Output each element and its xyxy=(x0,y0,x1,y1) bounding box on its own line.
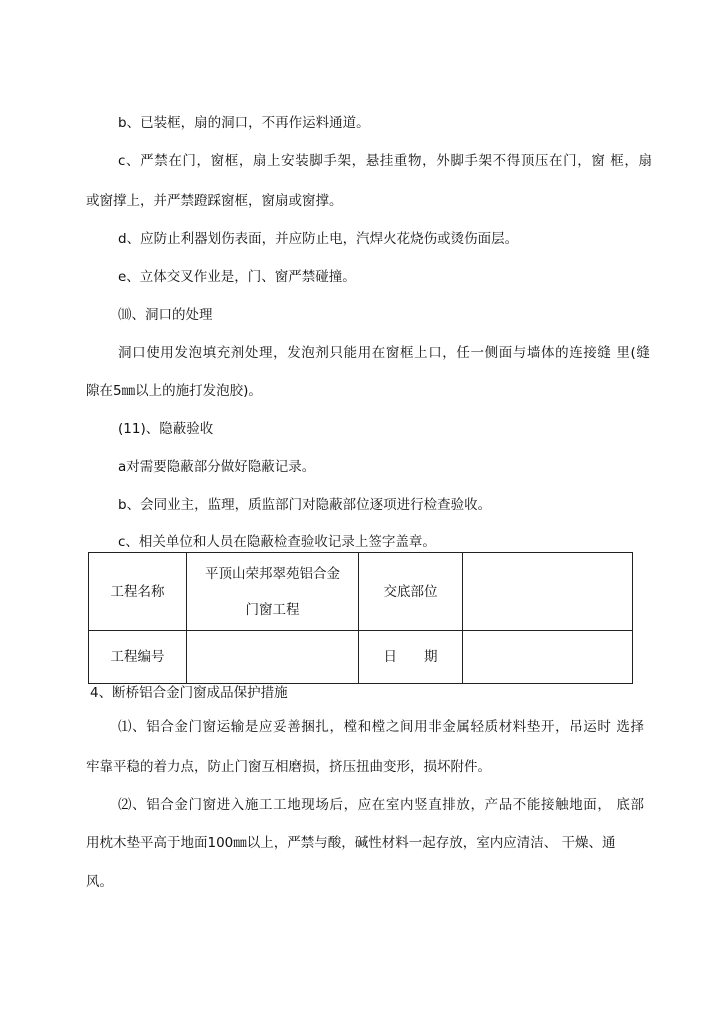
handover-part-value xyxy=(463,553,633,631)
project-name-value-line1: 平顶山荣邦翠苑铝合金 xyxy=(205,565,340,582)
item-c-no-scaffold-line2: 或窗撑上，并严禁蹬踩窗框，窗扇或窗撑。 xyxy=(86,193,343,209)
heading-concealed-acceptance: (11)、隐蔽验收 xyxy=(118,421,214,437)
section-4-title: 4、断桥铝合金门窗成品保护措施 xyxy=(90,685,288,701)
item-b-installed-frames: b、已装框，扇的洞口，不再作运料通道。 xyxy=(118,115,370,131)
section-4-transport-line1: ⑴、铝合金门窗运输是应妥善捆扎，樘和樘之间用非金属轻质材料垫开，吊运时 选择 xyxy=(118,719,645,735)
item-c-sign-and-seal: c、相关单位和人员在隐蔽检查验收记录上签字盖章。 xyxy=(118,534,436,550)
date-value xyxy=(463,631,633,684)
item-b-joint-inspection: b、会同业主，监理，质监部门对隐蔽部位逐项进行检查验收。 xyxy=(118,497,492,513)
item-c-no-scaffold-line1: c、严禁在门，窗框，扇上安装脚手架，悬挂重物，外脚手架不得顶压在门，窗 框，扇 xyxy=(118,153,653,169)
project-name-value-line2: 门窗工程 xyxy=(245,601,300,618)
project-number-label: 工程编号 xyxy=(89,631,187,684)
handover-info-table xyxy=(88,552,633,684)
section-4-transport-line2: 牢靠平稳的着力点，防止门窗互相磨损，挤压扭曲变形，损坏附件。 xyxy=(86,759,491,775)
opening-treatment-line2: 隙在5㎜以上的施打发泡胶)。 xyxy=(86,383,262,399)
heading-opening-treatment: ⑽、洞口的处理 xyxy=(118,307,213,323)
section-4-storage-line2: 用枕木垫平高于地面100㎜以上，严禁与酸，碱性材料一起存放，室内应清洁、 干燥、通 xyxy=(86,835,616,851)
opening-treatment-line1: 洞口使用发泡填充剂处理，发泡剂只能用在窗框上口，任一侧面与墙体的连接缝 里(缝 xyxy=(118,345,651,361)
item-a-concealed-records: a对需要隐蔽部分做好隐蔽记录。 xyxy=(118,459,316,475)
date-label: 日 期 xyxy=(359,631,463,684)
project-name-value xyxy=(187,553,359,631)
project-number-value xyxy=(187,631,359,684)
item-d-prevent-scratch: d、应防止利器划伤表面，并应防止电，汽焊火花烧伤或烫伤面层。 xyxy=(118,231,519,247)
project-name-label: 工程名称 xyxy=(89,553,187,631)
section-4-storage-line3: 风。 xyxy=(86,874,113,890)
item-e-cross-work: e、立体交叉作业是，门、窗严禁碰撞。 xyxy=(118,269,356,285)
handover-part-label: 交底部位 xyxy=(359,553,463,631)
section-4-storage-line1: ⑵、铝合金门窗进入施工工地现场后，应在室内竖直排放，产品不能接触地面， 底部 xyxy=(118,797,645,813)
